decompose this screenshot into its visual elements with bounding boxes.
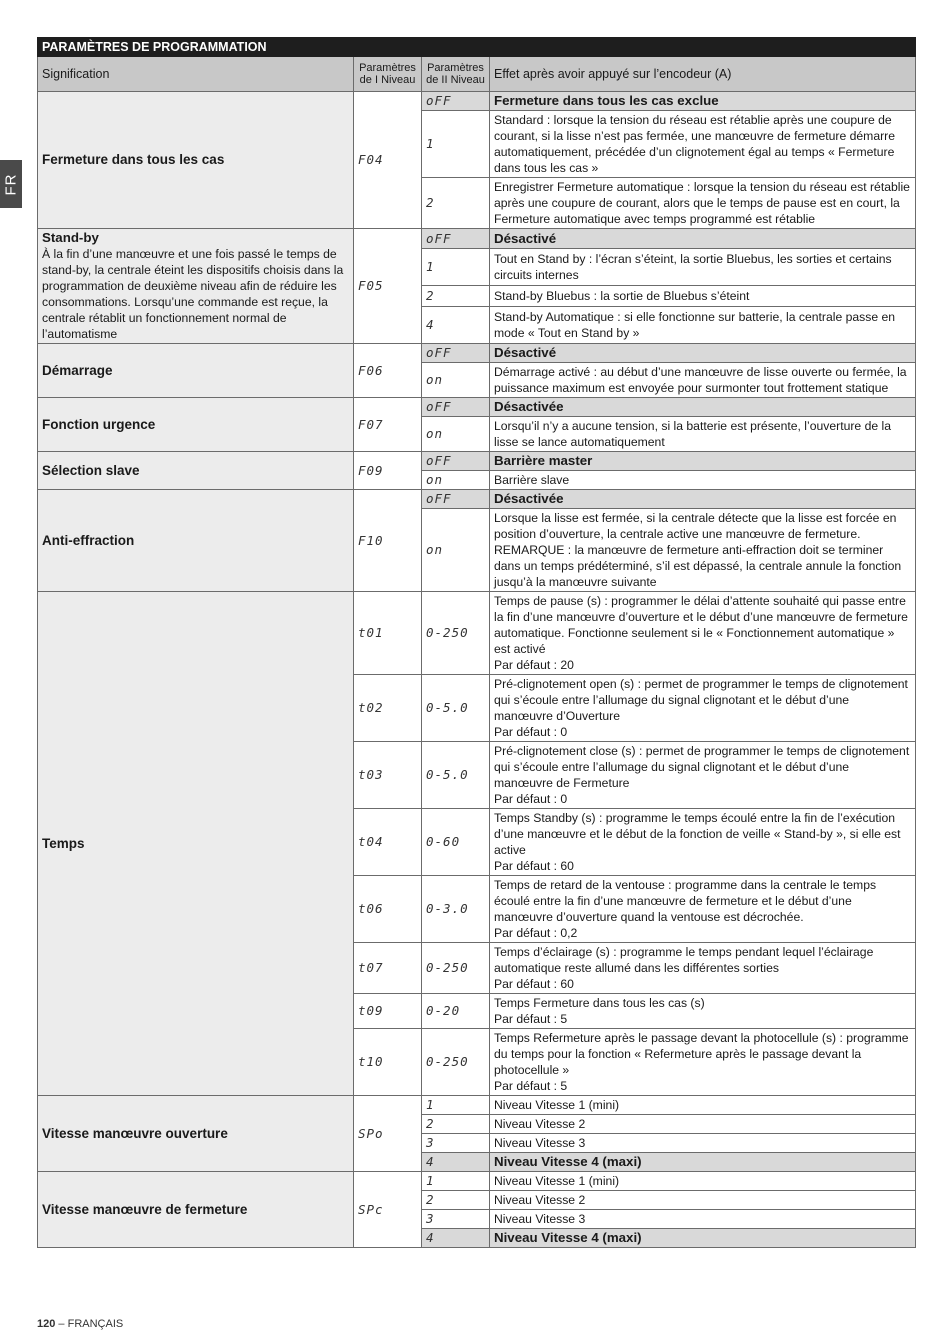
effect-text: Stand-by Automatique : si elle fonctionne sur batterie, la centrale passe en mode « Tout en Stand by » — [490, 306, 916, 343]
level2-value: 1 — [422, 111, 490, 178]
header-effect: Effet après avoir appuyé sur l’encodeur (A) — [490, 57, 916, 92]
row-signification — [38, 452, 354, 490]
level1-code: t07 — [354, 943, 422, 994]
level1-code: F07 — [354, 398, 422, 452]
level2-value: 3 — [422, 1210, 490, 1229]
level2-value: 2 — [422, 1191, 490, 1210]
default-value: Par défaut : 5 — [494, 1079, 568, 1093]
default-value: Par défaut : 0 — [494, 792, 568, 806]
default-value: Par défaut : 0 — [494, 725, 568, 739]
level2-value: 0-60 — [422, 809, 490, 876]
effect-description: Pré-clignotement open (s) : permet de programmer le temps de clignotement qui s’écoule entre l’allumage du signal clignotant et le début d’une manœuvre d’Ouverture — [494, 677, 908, 723]
level2-value: 1 — [422, 1096, 490, 1115]
level2-value: 1 — [422, 1172, 490, 1191]
effect-text: Lorsque la lisse est fermée, si la centrale détecte que la lisse est forcée en position d’ouverture, la centrale active une manœuvre de fermeture. REMARQUE : la manœuvre de fermeture anti-effraction doit se terminer dans un temps prédéterminé, s’il est dépassé, la centrale annule la fonction jusqu’à la manœuvre suivante — [490, 509, 916, 592]
table-row — [38, 344, 916, 363]
effect-text: Niveau Vitesse 4 (maxi) — [490, 1153, 916, 1172]
level1-code: t03 — [354, 742, 422, 809]
effect-text — [490, 742, 916, 809]
level2-value: on — [422, 417, 490, 452]
effect-text — [490, 675, 916, 742]
effect-text: Barrière master — [490, 452, 916, 471]
level2-value: oFF — [422, 452, 490, 471]
effect-text: Niveau Vitesse 2 — [490, 1115, 916, 1134]
effect-text: Désactivée — [490, 490, 916, 509]
row-signification — [38, 490, 354, 592]
table-row — [38, 92, 916, 111]
effect-description: Pré-clignotement close (s) : permet de programmer le temps de clignotement qui s’écoule entre l’allumage du signal clignotant et le début d’une manœuvre de Fermeture — [494, 744, 910, 790]
row-signification — [38, 1172, 354, 1248]
level1-code: F09 — [354, 452, 422, 490]
effect-text — [490, 809, 916, 876]
effect-text: Niveau Vitesse 1 (mini) — [490, 1172, 916, 1191]
default-value: Par défaut : 0,2 — [494, 926, 578, 940]
level1-code: F10 — [354, 490, 422, 592]
level2-value: 2 — [422, 1115, 490, 1134]
effect-text: Niveau Vitesse 3 — [490, 1210, 916, 1229]
level1-code: t04 — [354, 809, 422, 876]
row-signification — [38, 229, 354, 344]
level1-code: SPc — [354, 1172, 422, 1248]
level2-value: oFF — [422, 490, 490, 509]
row-signification — [38, 92, 354, 229]
effect-text: Fermeture dans tous les cas exclue — [490, 92, 916, 111]
signification-title: Stand-by — [42, 230, 99, 245]
level2-value: 0-3.0 — [422, 876, 490, 943]
header-signification: Signification — [38, 57, 354, 92]
level2-value: oFF — [422, 92, 490, 111]
language-tab — [0, 160, 22, 208]
table-title: PARAMÈTRES DE PROGRAMMATION — [38, 38, 916, 57]
effect-text: Lorsqu’il n’y a aucune tension, si la batterie est présente, l’ouverture de la lisse se lance automatiquement — [490, 417, 916, 452]
table-row — [38, 1172, 916, 1191]
table-row — [38, 398, 916, 417]
row-signification — [38, 1096, 354, 1172]
signification-title: Anti-effraction — [42, 532, 135, 548]
page-footer — [37, 1318, 123, 1330]
level2-value: 2 — [422, 178, 490, 229]
effect-text: Barrière slave — [490, 471, 916, 490]
row-signification — [38, 398, 354, 452]
level2-value: 3 — [422, 1134, 490, 1153]
level2-value: 0-250 — [422, 592, 490, 675]
row-signification — [38, 344, 354, 398]
signification-description: À la fin d’une manœuvre et une fois passé le temps de stand-by, la centrale éteint les dispositifs choisis dans la programmation de deuxième niveau afin de réduire les consommations. Lorsqu’une commande est reçue, la centrale rétablit un fonctionnement normal de l’automatisme — [42, 247, 344, 341]
effect-text: Tout en Stand by : l’écran s’éteint, la sortie Bluebus, les sorties et certains circuits internes — [490, 249, 916, 286]
effect-text — [490, 592, 916, 675]
table-row — [38, 1096, 916, 1115]
level1-code: t01 — [354, 592, 422, 675]
level2-value: on — [422, 509, 490, 592]
level1-code: SPo — [354, 1096, 422, 1172]
effect-text: Désactivé — [490, 344, 916, 363]
effect-text: Niveau Vitesse 4 (maxi) — [490, 1229, 916, 1248]
header-level2: Paramètres de II Niveau — [422, 57, 490, 92]
signification-title: Démarrage — [42, 362, 113, 378]
effect-description: Temps de retard de la ventouse : programme dans la centrale le temps écoulé entre la fin d’une manœuvre de fermeture et le début d’une manœuvre d’ouverture quand la ventouse est décrochée. — [494, 878, 877, 924]
page-number: 120 — [37, 1318, 56, 1330]
signification-title: Temps — [42, 835, 85, 851]
effect-text: Démarrage activé : au début d’une manœuvre de lisse ouverte ou fermée, la puissance maximum est envoyée pour surmonter tout frottement statique — [490, 363, 916, 398]
effect-text — [490, 876, 916, 943]
level2-value: 0-250 — [422, 1029, 490, 1096]
effect-description: Temps de pause (s) : programmer le délai d’attente souhaité qui passe entre la fin d’une manœuvre d’ouverture et le début d’une manœuvre de fermeture automatique. Fonctionne seulement si le « Fonctionnement automatique » est activé — [494, 594, 908, 656]
level2-value: 4 — [422, 306, 490, 343]
effect-description: Temps d’éclairage (s) : programme le temps pendant lequel l’éclairage automatique reste allumé dans les différentes sorties — [494, 945, 874, 975]
signification-title: Fonction urgence — [42, 416, 156, 432]
default-value: Par défaut : 60 — [494, 859, 574, 873]
effect-text: Niveau Vitesse 3 — [490, 1134, 916, 1153]
footer-separator: – — [55, 1318, 68, 1330]
effect-text: Niveau Vitesse 1 (mini) — [490, 1096, 916, 1115]
table-row — [38, 452, 916, 471]
level2-value: 4 — [422, 1153, 490, 1172]
level2-value: 0-20 — [422, 994, 490, 1029]
level2-value: 2 — [422, 286, 490, 306]
level2-value: 0-5.0 — [422, 675, 490, 742]
level1-code: t10 — [354, 1029, 422, 1096]
default-value: Par défaut : 60 — [494, 977, 574, 991]
level2-value: 0-5.0 — [422, 742, 490, 809]
level1-code: F05 — [354, 229, 422, 344]
signification-title: Fermeture dans tous les cas — [42, 152, 225, 167]
language-tab-label: FR — [2, 173, 20, 195]
level1-code: t02 — [354, 675, 422, 742]
level2-value: 1 — [422, 249, 490, 286]
level2-value: 4 — [422, 1229, 490, 1248]
effect-text — [490, 1029, 916, 1096]
effect-description: Temps Standby (s) : programme le temps écoulé entre la fin de l’exécution d’une manœuvre et le début de la fonction de veille « Stand-by », si elle est active — [494, 811, 901, 857]
row-signification — [38, 592, 354, 1096]
effect-text — [490, 994, 916, 1029]
level1-code: F06 — [354, 344, 422, 398]
level2-value: oFF — [422, 398, 490, 417]
level1-code: t06 — [354, 876, 422, 943]
effect-text — [490, 943, 916, 994]
level2-value: 0-250 — [422, 943, 490, 994]
effect-text: Désactivé — [490, 229, 916, 249]
level2-value: on — [422, 471, 490, 490]
effect-text: Désactivée — [490, 398, 916, 417]
header-level1: Paramètres de I Niveau — [354, 57, 422, 92]
table-row — [38, 490, 916, 509]
signification-title: Sélection slave — [42, 462, 140, 478]
effect-text: Standard : lorsque la tension du réseau est rétablie après une coupure de courant, si la lisse n’est pas fermée, une manœuvre de fermeture démarre automatiquement, précédée d’un clignotement égal au temps « Fermeture dans tous les cas » — [490, 111, 916, 178]
effect-text: Niveau Vitesse 2 — [490, 1191, 916, 1210]
level2-value: on — [422, 363, 490, 398]
programming-parameters-table — [37, 37, 916, 1248]
level2-value: oFF — [422, 344, 490, 363]
effect-text: Stand-by Bluebus : la sortie de Bluebus s’éteint — [490, 286, 916, 306]
level1-code: t09 — [354, 994, 422, 1029]
signification-title: Vitesse manœuvre de fermeture — [42, 1201, 248, 1217]
table-row — [38, 592, 916, 675]
default-value: Par défaut : 5 — [494, 1012, 568, 1026]
footer-language: FRANÇAIS — [67, 1318, 124, 1330]
level1-code: F04 — [354, 92, 422, 229]
effect-text: Enregistrer Fermeture automatique : lorsque la tension du réseau est rétablie après une coupure de courant, alors que le temps de pause est en court, la Fermeture automatique avec temps programmé est rétablie — [490, 178, 916, 229]
table-row — [38, 229, 916, 249]
effect-description: Temps Fermeture dans tous les cas (s) — [494, 996, 705, 1010]
signification-title: Vitesse manœuvre ouverture — [42, 1125, 228, 1141]
effect-description: Temps Refermeture après le passage devant la photocellule (s) : programme du temps pour la fonction « Refermeture après le passage devant la photocellule » — [494, 1031, 909, 1077]
level2-value: oFF — [422, 229, 490, 249]
default-value: Par défaut : 20 — [494, 658, 574, 672]
